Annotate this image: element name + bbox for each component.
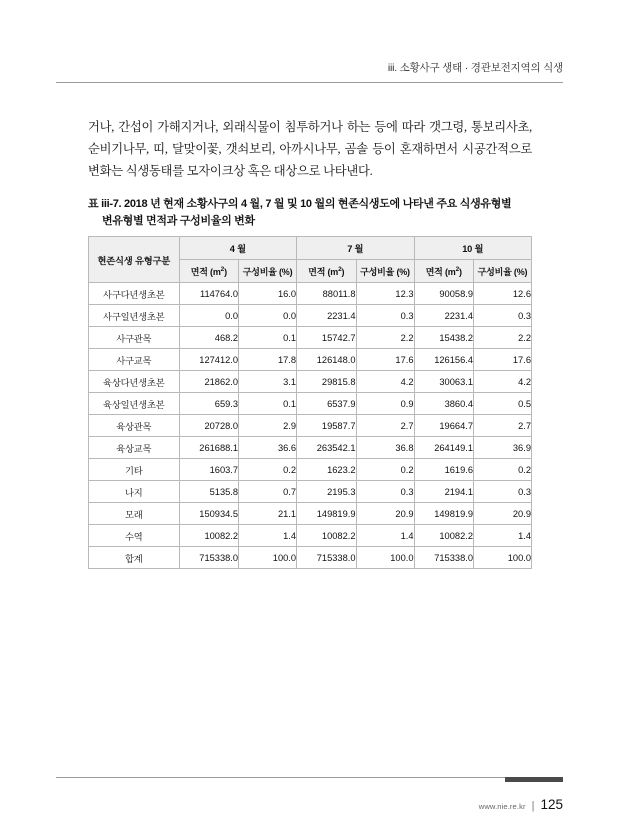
table-row — [89, 393, 532, 415]
cell-ratio: 100.0 — [474, 547, 532, 569]
cell-area: 149819.9 — [297, 503, 356, 525]
cell-area: 715338.0 — [414, 547, 473, 569]
footer-site-url: www.nie.re.kr — [478, 802, 526, 811]
cell-ratio: 12.3 — [356, 283, 414, 305]
cell-ratio: 2.2 — [356, 327, 414, 349]
cell-ratio: 1.4 — [474, 525, 532, 547]
cell-area: 21862.0 — [179, 371, 238, 393]
cell-ratio: 12.6 — [474, 283, 532, 305]
table-row — [89, 547, 532, 569]
cell-area: 149819.9 — [414, 503, 473, 525]
page-footer — [479, 797, 563, 812]
cell-area: 1603.7 — [179, 459, 238, 481]
cell-area: 15438.2 — [414, 327, 473, 349]
header-ratio-july: 구성비율 (%) — [356, 260, 414, 283]
header-area-october: 면적 $(m^2)$ — [414, 260, 473, 283]
header-month-october: 10 월 — [414, 237, 531, 260]
cell-ratio: 0.7 — [239, 481, 297, 503]
cell-ratio: 0.1 — [239, 327, 297, 349]
cell-ratio: 100.0 — [356, 547, 414, 569]
row-label: 육상일년생초본 — [89, 393, 180, 415]
cell-area: 468.2 — [179, 327, 238, 349]
vegetation-area-table — [88, 236, 532, 569]
table-row — [89, 349, 532, 371]
cell-ratio: 4.2 — [474, 371, 532, 393]
table-caption-line2: 변유형별 면적과 구성비율의 변화 — [102, 215, 255, 227]
cell-area: 20728.0 — [179, 415, 238, 437]
cell-ratio: 3.1 — [239, 371, 297, 393]
cell-ratio: 2.2 — [474, 327, 532, 349]
vegetation-table-wrapper — [88, 236, 532, 569]
cell-ratio: 0.0 — [239, 305, 297, 327]
table-header-row-months — [89, 237, 532, 260]
cell-area: 126156.4 — [414, 349, 473, 371]
cell-ratio: 21.1 — [239, 503, 297, 525]
cell-ratio: 36.9 — [474, 437, 532, 459]
cell-ratio: 0.3 — [474, 481, 532, 503]
cell-area: 114764.0 — [179, 283, 238, 305]
header-ratio-april: 구성비율 (%) — [239, 260, 297, 283]
cell-area: 261688.1 — [179, 437, 238, 459]
cell-area: 19664.7 — [414, 415, 473, 437]
footer-separator: | — [531, 800, 535, 812]
cell-area: 15742.7 — [297, 327, 356, 349]
cell-ratio: 20.9 — [356, 503, 414, 525]
cell-area: 3860.4 — [414, 393, 473, 415]
row-label: 사구교목 — [89, 349, 180, 371]
table-row — [89, 459, 532, 481]
cell-ratio: 0.1 — [239, 393, 297, 415]
cell-area: 30063.1 — [414, 371, 473, 393]
cell-area: 10082.2 — [414, 525, 473, 547]
cell-area: 264149.1 — [414, 437, 473, 459]
cell-area: 127412.0 — [179, 349, 238, 371]
cell-area: 2231.4 — [414, 305, 473, 327]
row-label: 모래 — [89, 503, 180, 525]
body-paragraph: 거나, 간섭이 가해지거나, 외래식물이 침투하거나 하는 등에 따라 갯그령, 통보리사초, 순비기나무, 띠, 달맞이꽃, 갯쇠보리, 아까시나무, 곰솔 등이 혼재하면서 시공간적으로 변화는 식생동태를 모자이크상 혹은 대상으로 나타낸다. — [88, 120, 532, 179]
header-month-april: 4 월 — [179, 237, 296, 260]
table-row — [89, 525, 532, 547]
cell-area: 5135.8 — [179, 481, 238, 503]
cell-ratio: 16.0 — [239, 283, 297, 305]
table-row — [89, 305, 532, 327]
header-area-july: 면적 $(m^2)$ — [297, 260, 356, 283]
cell-ratio: 0.5 — [474, 393, 532, 415]
cell-area: 1619.6 — [414, 459, 473, 481]
cell-area: 29815.8 — [297, 371, 356, 393]
row-label: 기타 — [89, 459, 180, 481]
cell-ratio: 0.2 — [474, 459, 532, 481]
cell-area: 6537.9 — [297, 393, 356, 415]
header-area-april: 면적 $(m^2)$ — [179, 260, 238, 283]
cell-area: 263542.1 — [297, 437, 356, 459]
cell-area: 2194.1 — [414, 481, 473, 503]
cell-ratio: 4.2 — [356, 371, 414, 393]
cell-area: 0.0 — [179, 305, 238, 327]
cell-ratio: 0.3 — [356, 305, 414, 327]
cell-area: 88011.8 — [297, 283, 356, 305]
table-header — [89, 237, 532, 283]
cell-ratio: 1.4 — [356, 525, 414, 547]
cell-ratio: 36.6 — [239, 437, 297, 459]
header-month-july: 7 월 — [297, 237, 414, 260]
cell-ratio: 17.6 — [474, 349, 532, 371]
row-label: 육상관목 — [89, 415, 180, 437]
table-caption — [88, 196, 540, 230]
cell-area: 715338.0 — [297, 547, 356, 569]
running-header: iii. 소황사구 생태 · 경관보전지역의 식생 — [387, 62, 563, 74]
cell-ratio: 20.9 — [474, 503, 532, 525]
row-label: 사구일년생초본 — [89, 305, 180, 327]
table-row — [89, 327, 532, 349]
cell-area: 90058.9 — [414, 283, 473, 305]
cell-area: 150934.5 — [179, 503, 238, 525]
table-row — [89, 415, 532, 437]
cell-ratio: 0.3 — [356, 481, 414, 503]
page-number: 125 — [540, 797, 563, 812]
cell-area: 10082.2 — [179, 525, 238, 547]
table-body — [89, 283, 532, 569]
table-caption-line1: 표 iii-7. 2018 년 현재 소황사구의 4 월, 7 월 및 10 월의 현존식생도에 나타낸 주요 식생유형별 — [88, 198, 512, 210]
row-label: 합계 — [89, 547, 180, 569]
cell-area: 715338.0 — [179, 547, 238, 569]
cell-ratio: 2.7 — [474, 415, 532, 437]
row-label: 사구다년생초본 — [89, 283, 180, 305]
cell-ratio: 0.2 — [239, 459, 297, 481]
table-row — [89, 503, 532, 525]
row-label: 육상다년생초본 — [89, 371, 180, 393]
row-label: 수역 — [89, 525, 180, 547]
row-label: 육상교목 — [89, 437, 180, 459]
cell-ratio: 2.9 — [239, 415, 297, 437]
cell-ratio: 0.9 — [356, 393, 414, 415]
footer-accent-bar — [505, 777, 563, 782]
row-label: 나지 — [89, 481, 180, 503]
table-row — [89, 481, 532, 503]
header-vegetation-type: 현존식생 유형구분 — [89, 237, 180, 283]
cell-area: 659.3 — [179, 393, 238, 415]
cell-ratio: 2.7 — [356, 415, 414, 437]
table-row — [89, 437, 532, 459]
footer-divider — [56, 777, 563, 778]
header-divider — [56, 82, 563, 83]
cell-ratio: 17.6 — [356, 349, 414, 371]
cell-area: 1623.2 — [297, 459, 356, 481]
cell-ratio: 17.8 — [239, 349, 297, 371]
cell-ratio: 0.2 — [356, 459, 414, 481]
cell-area: 10082.2 — [297, 525, 356, 547]
cell-area: 126148.0 — [297, 349, 356, 371]
cell-area: 2231.4 — [297, 305, 356, 327]
table-row — [89, 283, 532, 305]
cell-ratio: 0.3 — [474, 305, 532, 327]
cell-area: 19587.7 — [297, 415, 356, 437]
cell-ratio: 36.8 — [356, 437, 414, 459]
cell-ratio: 100.0 — [239, 547, 297, 569]
cell-area: 2195.3 — [297, 481, 356, 503]
header-ratio-october: 구성비율 (%) — [474, 260, 532, 283]
table-row — [89, 371, 532, 393]
row-label: 사구관목 — [89, 327, 180, 349]
cell-ratio: 1.4 — [239, 525, 297, 547]
